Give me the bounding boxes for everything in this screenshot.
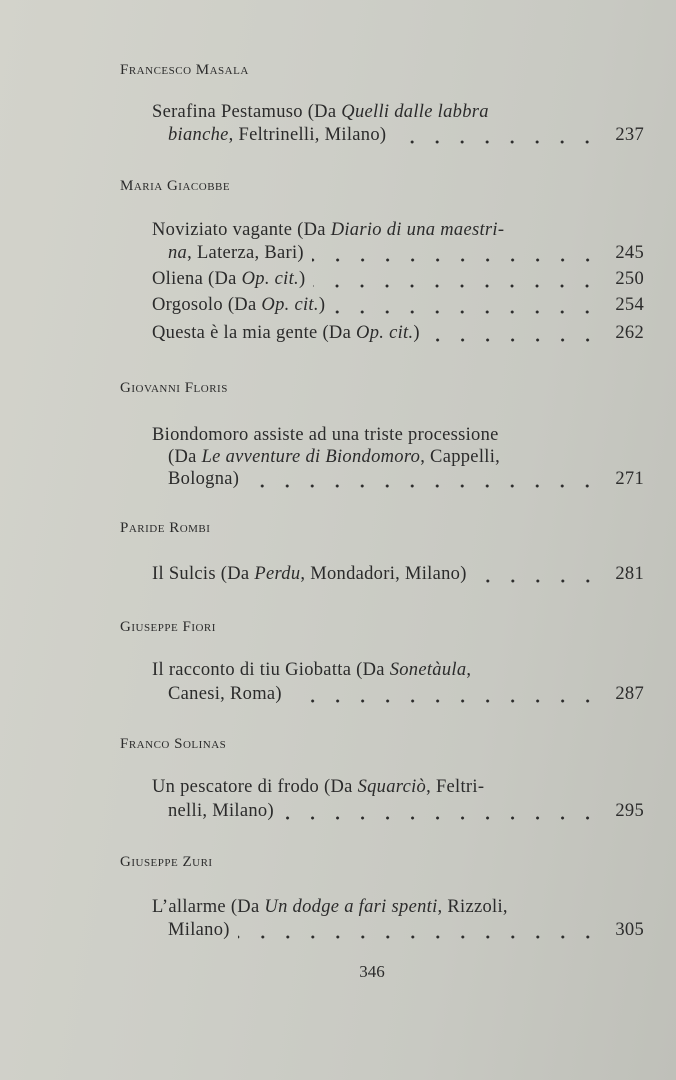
italic-source-title: Le avventure di Biondomoro <box>201 447 421 467</box>
italic-source-title: Op. cit. <box>261 295 319 315</box>
entry-text: , Rizzoli, <box>437 897 508 917</box>
entry-text: Orgosolo (Da <box>152 295 262 315</box>
entry-title-text <box>168 469 239 490</box>
toc-entry-line <box>152 323 644 347</box>
toc-entry-line <box>152 660 644 684</box>
entry-page-number: 271 <box>615 469 644 489</box>
author-heading: Francesco Masala <box>120 62 249 78</box>
entry-page-number: 287 <box>615 684 644 704</box>
entry-text: ) <box>318 295 326 315</box>
entry-page-number: 237 <box>615 125 644 145</box>
entry-text: (Da <box>168 447 202 467</box>
italic-source-title: Op. cit. <box>241 269 299 289</box>
toc-entry-line <box>152 564 644 588</box>
italic-source-title: Op. cit. <box>356 323 414 343</box>
dot-leader <box>428 338 600 342</box>
entry-page-number: 250 <box>615 269 644 289</box>
toc-entry-line <box>168 243 644 267</box>
entry-text: nelli, Milano) <box>168 801 274 821</box>
entry-title-text <box>168 801 274 822</box>
dot-leader <box>313 284 600 288</box>
entry-text: ) <box>299 269 306 289</box>
dot-leader <box>312 258 600 262</box>
italic-source-title: Squarciò <box>357 777 427 797</box>
entry-page-number: 245 <box>615 243 644 263</box>
italic-source-title: Sonetàula <box>389 660 467 680</box>
toc-entry-line <box>152 897 644 921</box>
entry-title-text <box>152 425 499 446</box>
entry-text: , Laterza, Bari) <box>187 243 304 263</box>
dot-leader <box>290 699 600 703</box>
toc-entry-line <box>168 125 644 149</box>
entry-title-text <box>152 897 508 918</box>
entry-title-text <box>168 243 304 264</box>
entry-page-number: 254 <box>615 295 644 315</box>
toc-entry-line <box>152 777 644 801</box>
toc-entry-line <box>168 447 644 471</box>
entry-text: Serafina Pestamuso (Da <box>152 102 342 122</box>
entry-text: , Feltri- <box>426 777 485 797</box>
toc-entry-line <box>152 102 644 126</box>
dot-leader <box>394 140 600 144</box>
entry-title-text <box>152 323 420 344</box>
italic-source-title: bianche <box>168 125 229 145</box>
italic-source-title: na <box>168 243 188 263</box>
entry-title-text <box>152 295 325 316</box>
entry-text: Milano) <box>168 920 230 940</box>
toc-entry-line <box>152 425 644 449</box>
entry-text: ) <box>413 323 420 343</box>
entry-page-number: 262 <box>615 323 644 343</box>
entry-title-text <box>152 660 471 681</box>
italic-source-title: Quelli dalle labbra <box>341 102 489 122</box>
italic-source-title: Un dodge a fari spenti <box>264 897 438 917</box>
toc-entry-line <box>168 469 644 493</box>
entry-text: Noviziato vagante (Da <box>152 220 331 240</box>
entry-text: Questa è la mia gente (Da <box>152 323 357 343</box>
toc-entry-line <box>168 801 644 825</box>
entry-page-number: 295 <box>615 801 644 821</box>
page-number: 346 <box>359 962 385 981</box>
entry-title-text <box>168 684 282 705</box>
entry-title-text <box>152 777 484 798</box>
author-heading: Giuseppe Fiori <box>120 619 216 635</box>
entry-text: Un pescatore di frodo (Da <box>152 777 358 797</box>
entry-page-number: 305 <box>615 920 644 940</box>
author-heading: Paride Rombi <box>120 520 211 536</box>
entry-text: , Feltrinelli, Milano) <box>228 125 387 145</box>
entry-text: , Cappelli, <box>420 447 501 467</box>
italic-source-title: Diario di una maestri- <box>330 220 505 240</box>
toc-entry-line <box>152 220 644 244</box>
entry-text: Il racconto di tiu Giobatta (Da <box>152 660 390 680</box>
entry-text: Il Sulcis (Da <box>152 564 255 584</box>
entry-title-text <box>152 220 504 241</box>
toc-entry-line <box>152 295 644 319</box>
entry-title-text <box>168 125 386 146</box>
toc-entry-line <box>168 684 644 708</box>
entry-text: , <box>466 660 472 680</box>
dot-leader <box>282 816 600 820</box>
author-heading: Franco Solinas <box>120 736 227 752</box>
entry-text: Biondomoro assiste ad una triste processione <box>152 425 499 445</box>
toc-entry-line <box>168 920 644 944</box>
entry-title-text <box>152 564 467 585</box>
entry-title-text <box>152 102 489 123</box>
dot-leader <box>333 310 600 314</box>
entry-title-text <box>168 920 230 941</box>
dot-leader <box>238 935 600 939</box>
italic-source-title: Perdu <box>254 564 301 584</box>
entry-text: Canesi, Roma) <box>168 684 282 704</box>
entry-title-text <box>152 269 305 290</box>
author-heading: Giuseppe Zuri <box>120 854 213 870</box>
entry-text: Bologna) <box>168 469 240 489</box>
author-heading: Giovanni Floris <box>120 380 228 396</box>
entry-text: , Mondadori, Milano) <box>300 564 467 584</box>
entry-text: L’allarme (Da <box>152 897 265 917</box>
dot-leader <box>247 484 600 488</box>
toc-entry-line <box>152 269 644 293</box>
entry-page-number: 281 <box>615 564 644 584</box>
entry-text: Oliena (Da <box>152 269 242 289</box>
entry-title-text <box>168 447 500 468</box>
dot-leader <box>475 579 600 583</box>
author-heading: Maria Giacobbe <box>120 178 231 194</box>
